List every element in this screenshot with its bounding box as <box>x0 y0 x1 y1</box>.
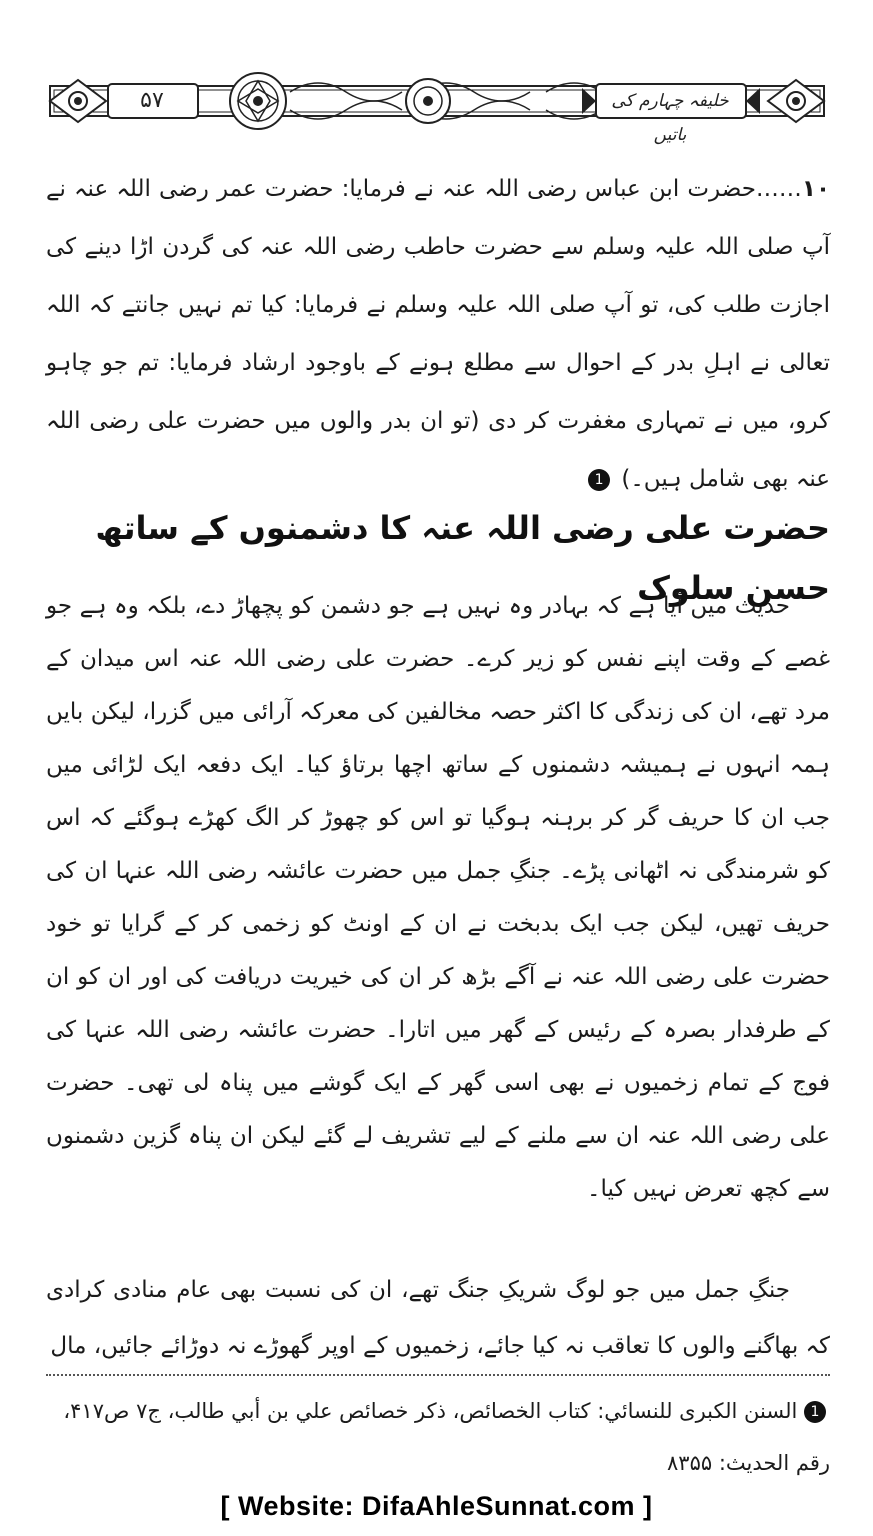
paragraph-jamal: جنگِ جمل میں جو لوگ شریکِ جنگ تھے، ان کی نسبت بھی عام منادی کرادی کہ بھاگنے والوں کا تعاقب نہ کیا جائے، زخمیوں کے اوپر گھوڑے نہ دوڑائے جائیں، مال <box>46 1277 830 1359</box>
hadith-number: ۱۰ <box>801 176 830 202</box>
page-number: ۵۷ <box>140 88 164 113</box>
footnote-text: السنن الكبرى للنسائي: كتاب الخصائص، ذكر خصائص علي بن أبي طالب، ج۷ ص۴۱۷، رقم الحديث: ۸۳۵۵ <box>63 1399 830 1475</box>
section-heading: حضرت علی رضی اللہ عنہ کا دشمنوں کے ساتھ حسن سلوک <box>95 509 830 607</box>
footnote-number-icon: 1 <box>804 1401 826 1423</box>
book-title: خلیفہ چہارم کی باتیں <box>611 91 729 145</box>
website-watermark: [ Website: DifaAhleSunnat.com ] <box>220 1491 653 1521</box>
hadith-text: ……حضرت ابن عباس رضی اللہ عنہ نے فرمایا: حضرت عمر رضی اللہ عنہ نے آپ صلی اللہ علیہ وسلم سے حضرت حاطب رضی اللہ عنہ کی گردن اڑا دینے کی اجازت طلب کی، تو آپ صلی اللہ علیہ وسلم نے فرمایا: کیا تم نہیں جانتے کہ اللہ تعالی نے اہلِ بدر کے احوال سے مطلع ہونے کے باوجود ارشاد فرمایا: تم جو چاہو کرو، میں نے تمہاری مغفرت کر دی (تو ان بدر والوں میں حضرت علی رضی اللہ عنہ بھی شامل ہیں۔) <box>46 176 830 492</box>
footnote <box>46 1385 830 1489</box>
footnote-divider <box>46 1374 830 1376</box>
paragraph-hadith-10 <box>46 160 830 508</box>
paragraph-good-conduct: حدیث میں آیا ہے کہ بہادر وہ نہیں ہے جو دشمن کو پچھاڑ دے، بلکہ وہ ہے جو غصے کے وقت اپنے نفس کو زیر کرے۔ حضرت علی رضی اللہ عنہ اس میدان کے مرد تھے، ان کی زندگی کا اکثر حصہ مخالفین کی معرکہ آرائی میں گزرا، لیکن بایں ہمہ انہوں نے ہمیشہ دشمنوں کے ساتھ اچھا برتاؤ کیا۔ ایک دفعہ ایک لڑائی میں جب ان کا حریف گر کر برہنہ ہوگیا تو اس کو چھوڑ کر الگ کھڑے ہوگئے کہ اس کو شرمندگی نہ اٹھانی پڑے۔ جنگِ جمل میں حضرت عائشہ رضی اللہ عنہا ان کی حریف تھیں، لیکن جب ایک بدبخت نے ان کے اونٹ کو زخمی کر کے گرایا تو خود حضرت علی رضی اللہ عنہ نے آگے بڑھ کر ان کی خیریت دریافت کی اور ان کو ان کے طرفدار بصرہ کے رئیس کے گھر میں اتارا۔ حضرت عائشہ رضی اللہ عنہا کی فوج کے تمام زخمیوں نے بھی اسی گھر کے ایک گوشے میں پناہ لی تھی۔ حضرت علی رضی اللہ عنہ ان سے ملنے کے لیے تشریف لے گئے لیکن ان پناہ گزین دشمنوں سے کچھ تعرض نہیں کیا۔ <box>46 593 830 1202</box>
footnote-marker-icon[interactable]: 1 <box>588 469 610 491</box>
